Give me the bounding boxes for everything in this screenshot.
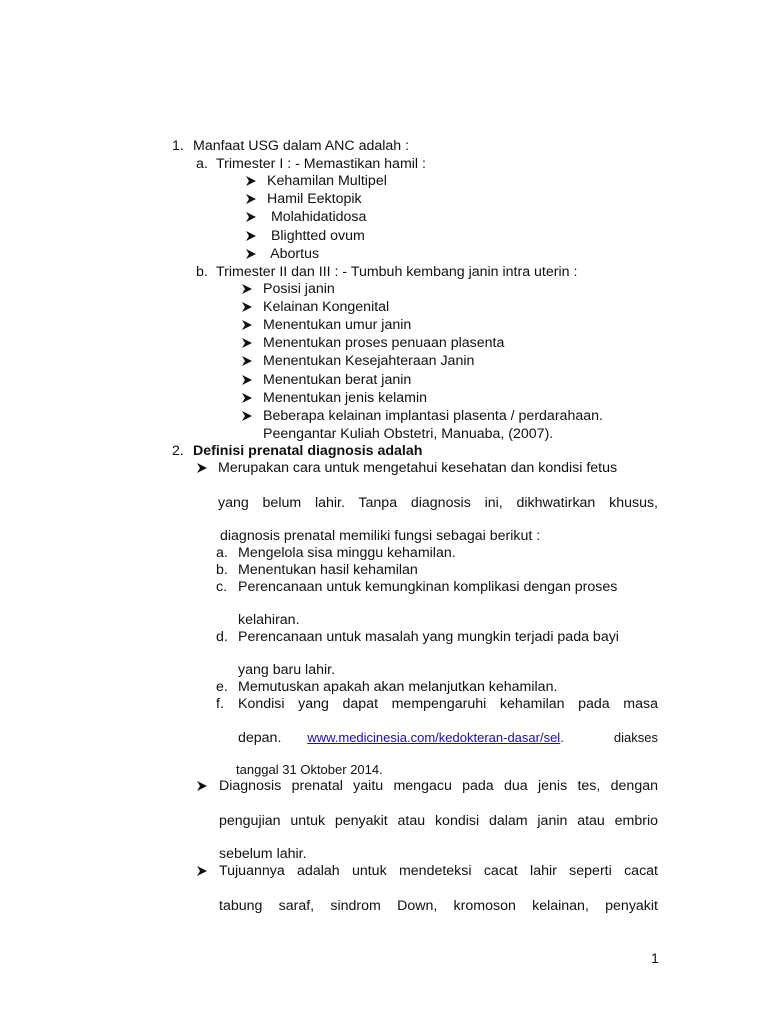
list-item	[245, 245, 319, 263]
item1a-text: Trimester I : - Memastikan hamil :	[216, 156, 426, 172]
list-item	[241, 407, 603, 425]
list-item	[241, 280, 335, 298]
item1a-label: a.	[196, 156, 208, 172]
function-label: d.	[216, 629, 228, 645]
function-text-cont: kelahiran.	[238, 612, 300, 628]
bullet1-line1: Merupakan cara untuk mengetahui kesehatan dan kondisi fetus	[218, 460, 618, 476]
function-text: Perencanaan untuk masalah yang mungkin terjadi pada bayi	[238, 629, 619, 645]
arrow-bullet-icon	[196, 780, 208, 792]
list-item	[241, 316, 411, 334]
source-suffix: .	[560, 730, 564, 745]
source-line	[238, 729, 658, 747]
function-text: Memutuskan apakah akan melanjutkan kehamilan.	[238, 679, 558, 695]
list-item-text: Menentukan umur janin	[263, 317, 412, 333]
bullet2-line3: sebelum lahir.	[219, 846, 307, 862]
item1-title: Manfaat USG dalam ANC adalah :	[193, 138, 410, 154]
function-label: a.	[216, 545, 228, 561]
arrow-bullet-icon	[241, 283, 253, 295]
arrow-bullet-icon	[245, 230, 257, 242]
bullet3-line2: tabung saraf, sindrom Down, kromoson kelainan, penyakit	[219, 898, 658, 914]
function-text-cont: yang baru lahir.	[238, 662, 336, 678]
arrow-bullet-icon	[241, 410, 253, 422]
function-text: Kondisi yang dapat mempengaruhi kehamilan pada masa	[238, 696, 658, 712]
list-item	[241, 389, 427, 407]
bullet2-line2: pengujian untuk penyakit atau kondisi dalam janin atau embrio	[219, 813, 658, 829]
source-accessed: diakses	[613, 730, 658, 745]
list-item-text: Blightted ovum	[267, 228, 365, 244]
list-item-text: Beberapa kelainan implantasi plasenta / perdarahaan.	[263, 408, 603, 424]
list-item-text: Hamil Eektopik	[267, 191, 362, 207]
function-text: Perencanaan untuk kemungkinan komplikasi dengan proses	[238, 579, 618, 595]
arrow-bullet-icon	[245, 248, 257, 260]
arrow-bullet-icon	[245, 175, 257, 187]
list-item-text: Menentukan berat janin	[263, 372, 412, 388]
list-item-text: Kehamilan Multipel	[267, 173, 387, 189]
function-text: Mengelola sisa minggu kehamilan.	[238, 545, 456, 561]
source-date: tanggal 31 Oktober 2014.	[236, 762, 383, 777]
list-item	[241, 334, 504, 352]
item1b-text: Trimester II dan III : - Tumbuh kembang janin intra uterin :	[216, 264, 578, 280]
list-item-text: Menentukan proses penuaan plasenta	[263, 335, 505, 351]
source-link[interactable]: www.medicinesia.com/kedokteran-dasar/sel	[307, 730, 561, 745]
item1b-label: b.	[196, 264, 208, 280]
list-item	[245, 208, 366, 226]
list-item	[245, 172, 387, 190]
arrow-bullet-icon	[245, 193, 257, 205]
function-label: f.	[216, 696, 224, 712]
list-item-text: Abortus	[267, 246, 320, 262]
list-item	[245, 227, 365, 245]
function-label: e.	[216, 679, 228, 695]
list-item	[241, 298, 389, 316]
source-prefix: depan.	[238, 730, 282, 746]
list-item-text: Kelainan Kongenital	[263, 299, 390, 315]
bullet3-line1: Tujuannya adalah untuk mendeteksi cacat lahir seperti cacat	[219, 863, 658, 879]
arrow-bullet-icon	[245, 211, 257, 223]
list-item-text: Menentukan jenis kelamin	[263, 390, 428, 406]
arrow-bullet-icon	[196, 865, 208, 877]
bullet1	[196, 459, 617, 477]
list-item	[241, 371, 411, 389]
arrow-bullet-icon	[241, 319, 253, 331]
list-item-text: Menentukan Kesejahteraan Janin	[263, 353, 475, 369]
arrow-bullet-icon	[241, 337, 253, 349]
list-item-text: Molahidatidosa	[267, 209, 367, 225]
function-label: b.	[216, 562, 228, 578]
page-number: 1	[651, 951, 659, 967]
list-item	[241, 352, 474, 370]
bullet2-line1: Diagnosis prenatal yaitu mengacu pada dua jenis tes, dengan	[219, 778, 658, 794]
item2-title: Definisi prenatal diagnosis adalah	[193, 443, 423, 459]
arrow-bullet-icon	[196, 462, 208, 474]
function-label: c.	[216, 579, 228, 595]
list-item-text: Posisi janin	[263, 281, 335, 297]
item2-number: 2.	[172, 443, 184, 459]
bullet1-line2: yang belum lahir. Tanpa diagnosis ini, dikhwatirkan khusus,	[218, 495, 658, 511]
reference-citation: Peengantar Kuliah Obstetri, Manuaba, (2007).	[263, 426, 554, 442]
arrow-bullet-icon	[241, 392, 253, 404]
item1-number: 1.	[172, 138, 184, 154]
function-text: Menentukan hasil kehamilan	[238, 562, 418, 578]
bullet1-line3: diagnosis prenatal memiliki fungsi sebagai berikut :	[220, 528, 541, 544]
list-item	[245, 190, 362, 208]
arrow-bullet-icon	[241, 301, 253, 313]
arrow-bullet-icon	[241, 374, 253, 386]
arrow-bullet-icon	[241, 355, 253, 367]
